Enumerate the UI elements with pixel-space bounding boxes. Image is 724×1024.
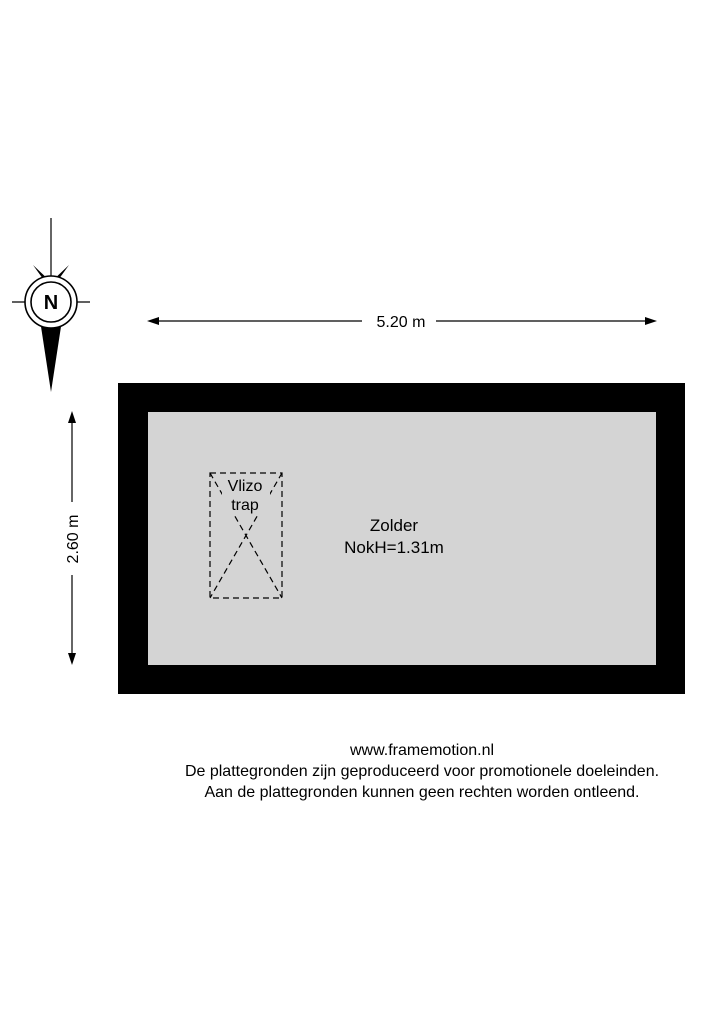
compass-label: N <box>43 292 59 314</box>
hatch-label-line1: Vlizo <box>227 478 263 495</box>
width-dimension <box>147 314 657 331</box>
footer <box>0 740 724 803</box>
footer-disclaimer-1: De plattegronden zijn geproduceerd voor promotionele doeleinden. <box>184 763 660 780</box>
footer-website: www.framemotion.nl <box>349 742 495 759</box>
width-dimension-label: 5.20 m <box>376 314 426 331</box>
north-arrow-icon <box>12 218 90 392</box>
height-dimension-label: 2.60 m <box>65 514 82 564</box>
footer-disclaimer-2: Aan de plattegronden kunnen geen rechten worden ontleend. <box>204 784 640 801</box>
hatch-label-line2: trap <box>231 497 259 514</box>
room-ridge-height: NokH=1.31m <box>344 538 444 557</box>
height-dimension <box>65 411 82 665</box>
room-name: Zolder <box>369 516 419 535</box>
